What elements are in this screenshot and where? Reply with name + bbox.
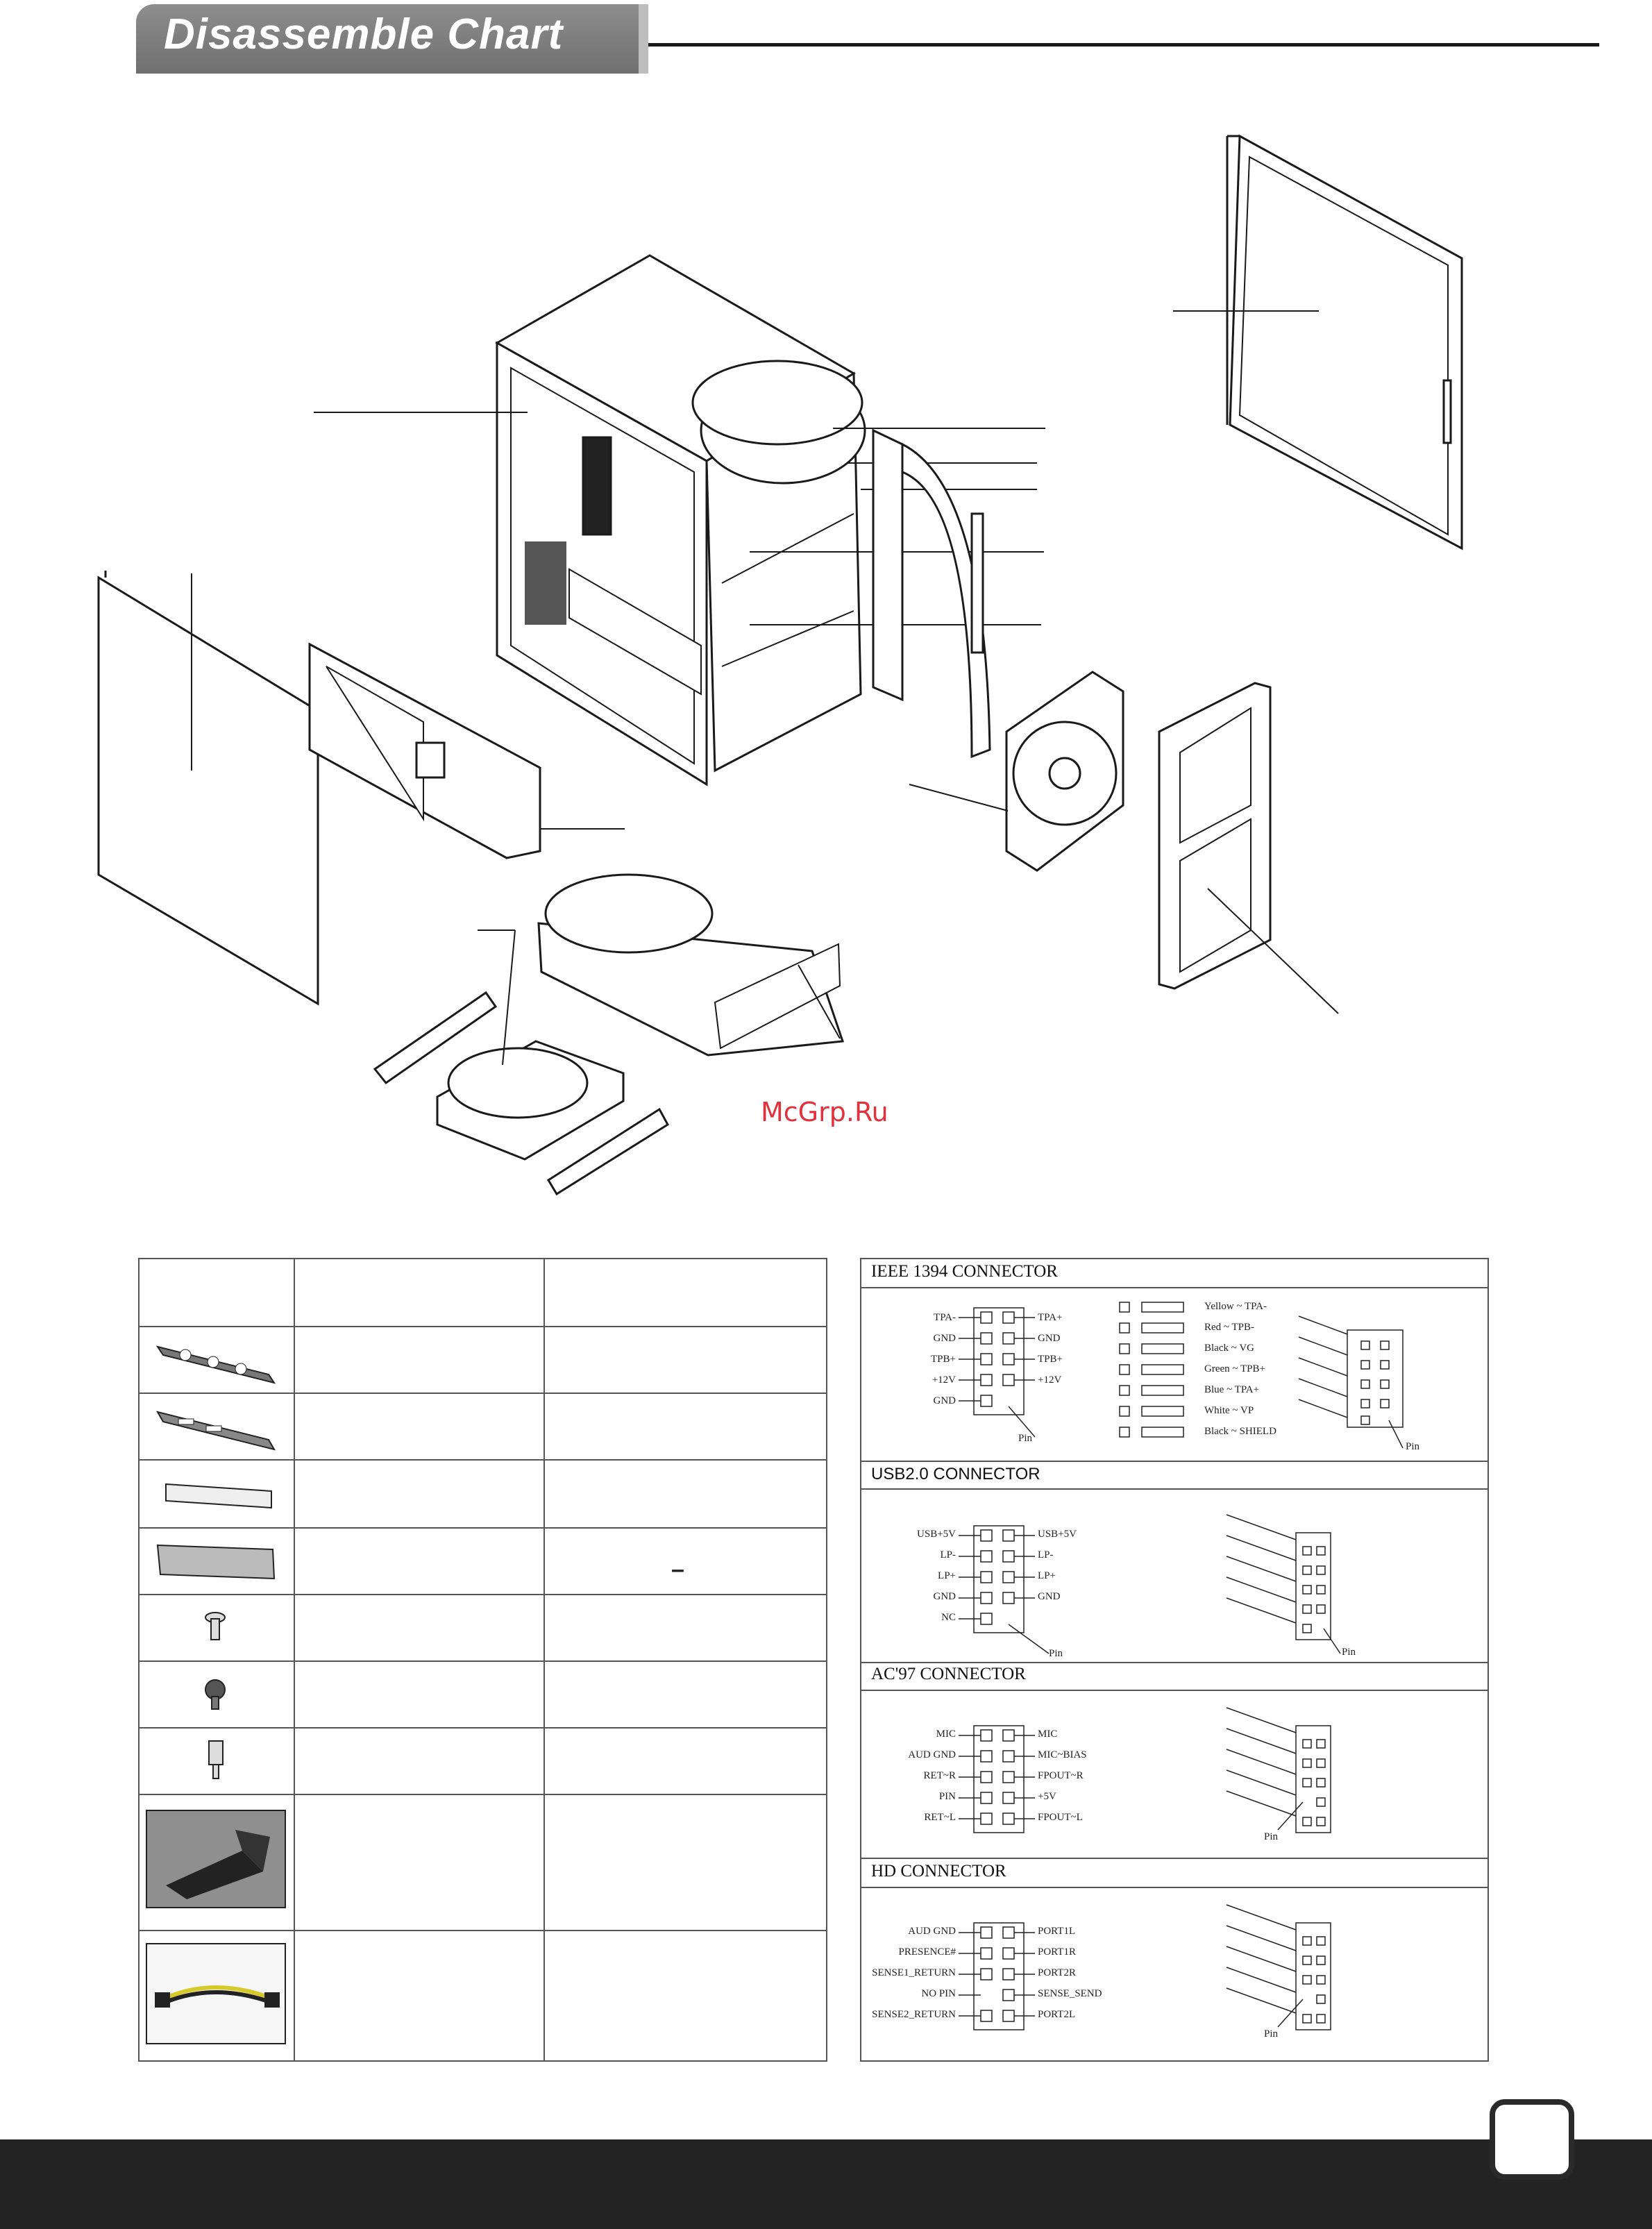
hd-left-pin: SENSE2_RETURN: [872, 2009, 956, 2020]
connector-panel: [860, 1258, 1489, 2062]
hd-right-pin: PORT1R: [1038, 1946, 1076, 1958]
cable-clip-photo-icon: [145, 1809, 287, 1909]
exploded-diagram: [0, 83, 1652, 1222]
usb20-left-pin: LP+: [938, 1570, 956, 1581]
hdd-cage: [478, 875, 843, 1055]
ieee1394-left-pin: TPA-: [934, 1312, 956, 1323]
hd-left-pin: NO PIN: [921, 1988, 956, 1999]
usb20-pin-label: Pin: [1049, 1648, 1063, 1659]
ieee1394-left-pin: GND: [933, 1395, 956, 1406]
table-row: [140, 1461, 826, 1529]
screw-icon: [198, 1609, 233, 1648]
usb20-right-pin: LP+: [1038, 1570, 1056, 1581]
ac97-right-pin: MIC~BIAS: [1038, 1749, 1087, 1760]
standoff-icon: [199, 1737, 234, 1785]
ac97-right-pin: FPOUT~L: [1038, 1812, 1083, 1823]
usb20-header-pin-label: Pin: [1342, 1647, 1356, 1658]
ac97-left-pin: RET~R: [923, 1770, 956, 1781]
usb20-right-pin: USB+5V: [1038, 1529, 1077, 1540]
hd-title: HD CONNECTOR: [871, 1862, 1006, 1881]
ac97-left-pin: RET~L: [924, 1812, 956, 1823]
ac97-right-pin: MIC: [1038, 1728, 1058, 1740]
power-cable-photo-icon: [145, 1942, 287, 2045]
ieee1394-wire: Blue ~ TPA+: [1204, 1384, 1260, 1395]
ieee1394-wire: Red ~ TPB-: [1204, 1322, 1255, 1333]
hd-left-pin: PRESENCE#: [898, 1946, 956, 1958]
separator: [861, 1662, 1487, 1663]
front-cover-icon: [151, 1536, 283, 1588]
ieee1394-right-pin: TPB+: [1038, 1354, 1063, 1365]
table-row: [140, 1931, 826, 2063]
dash-mark: –: [671, 1556, 684, 1583]
hd-right-pin: PORT1L: [1038, 1926, 1076, 1937]
usb20-left-pin: GND: [933, 1591, 956, 1602]
ieee1394-left-pin: +12V: [932, 1374, 956, 1386]
ac97-title: AC'97 CONNECTOR: [871, 1665, 1026, 1683]
ieee1394-wire: Green ~ TPB+: [1204, 1363, 1265, 1374]
ieee1394-header-pin-label: Pin: [1406, 1441, 1420, 1452]
ac97-left-pin: PIN: [938, 1791, 956, 1802]
ieee1394-left-pin: TPB+: [931, 1354, 956, 1365]
ieee1394-wire: Black ~ VG: [1204, 1343, 1254, 1354]
table-row: [140, 1327, 826, 1394]
front-bezel: [1159, 683, 1338, 1013]
title-rule: [648, 43, 1599, 47]
left-side-panel: [99, 571, 318, 1004]
hd-right-pin: SENSE_SEND: [1038, 1988, 1102, 1999]
separator: [861, 1461, 1487, 1462]
table-row: [140, 1728, 826, 1795]
title-tab-edge: [639, 4, 648, 74]
table-row: [140, 1595, 826, 1662]
ac97-right-pin: +5V: [1038, 1791, 1056, 1802]
ieee1394-right-pin: TPA+: [1038, 1312, 1063, 1323]
table-header-row: [140, 1259, 826, 1327]
foam-strip-icon: [160, 1477, 278, 1512]
ieee1394-left-pin: GND: [933, 1333, 956, 1344]
ieee1394-title: IEEE 1394 CONNECTOR: [871, 1262, 1058, 1281]
table-row: [140, 1394, 826, 1461]
front-door: [873, 430, 990, 757]
right-side-panel: [1173, 136, 1462, 548]
usb20-left-pin: NC: [941, 1612, 956, 1623]
watermark: McGrp.Ru: [761, 1097, 888, 1127]
ac97-left-pin: AUD GND: [908, 1749, 956, 1760]
ac97-left-pin: MIC: [936, 1728, 956, 1740]
bracket-type-b-icon: [151, 1399, 283, 1455]
table-row: [140, 1795, 826, 1931]
usb20-left-pin: USB+5V: [917, 1529, 956, 1540]
usb20-left-pin: LP-: [940, 1549, 956, 1561]
bracket-type-a-icon: [151, 1333, 283, 1388]
page-badge: [1490, 2099, 1574, 2180]
parts-table: [138, 1258, 827, 2062]
ieee1394-wire: Black ~ SHIELD: [1204, 1426, 1276, 1437]
page-title: Disassemble Chart: [164, 10, 564, 58]
hd-right-pin: PORT2L: [1038, 2009, 1076, 2020]
table-row: [140, 1529, 826, 1595]
ieee1394-right-pin: GND: [1038, 1333, 1061, 1344]
fan: [909, 672, 1123, 870]
ac97-right-pin: FPOUT~R: [1038, 1770, 1084, 1781]
hd-left-pin: AUD GND: [908, 1926, 956, 1937]
ieee1394-right-pin: +12V: [1038, 1374, 1062, 1386]
separator: [861, 1858, 1487, 1859]
usb20-title: USB2.0 CONNECTOR: [871, 1465, 1040, 1483]
usb20-right-pin: LP-: [1038, 1549, 1054, 1561]
ac97-header-pin-label: Pin: [1264, 1831, 1279, 1842]
ieee1394-pin-label: Pin: [1018, 1433, 1033, 1444]
hd-right-pin: PORT2R: [1038, 1967, 1076, 1978]
hd-header-pin-label: Pin: [1264, 2028, 1279, 2039]
table-row: [140, 1662, 826, 1728]
ieee1394-wire: White ~ VP: [1204, 1405, 1254, 1416]
thumb-screw-icon: [198, 1676, 233, 1715]
ieee1394-wire: Yellow ~ TPA-: [1204, 1301, 1267, 1312]
hd-left-pin: SENSE1_RETURN: [872, 1967, 956, 1978]
usb20-right-pin: GND: [1038, 1591, 1061, 1602]
footer-bar: [0, 2139, 1652, 2229]
